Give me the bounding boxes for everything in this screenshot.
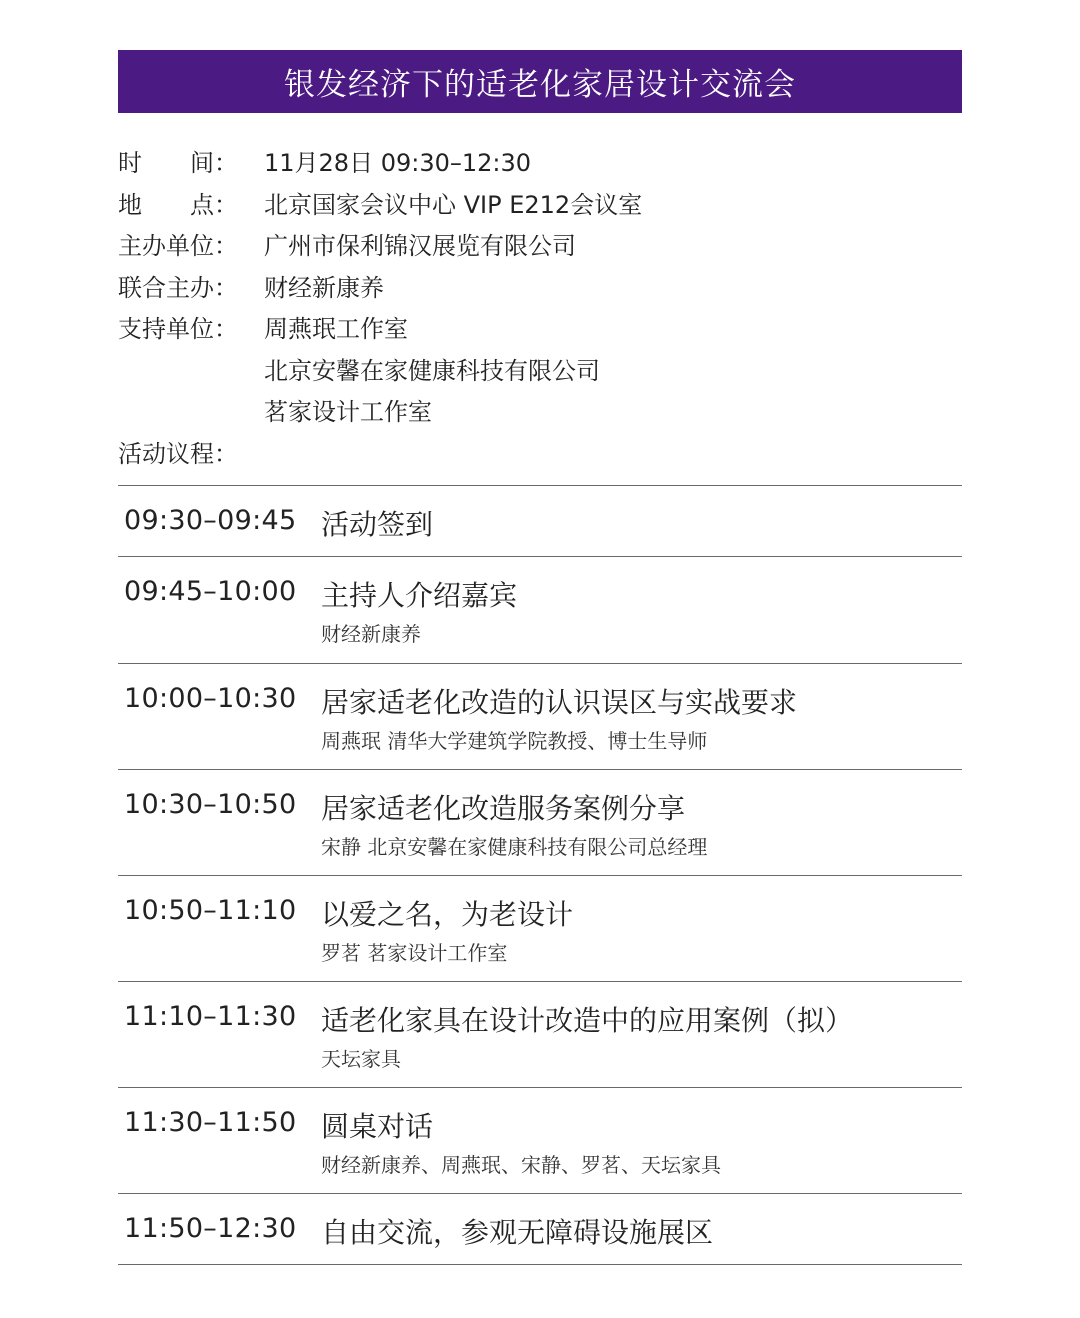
agenda-subtitle: 财经新康养 <box>321 622 421 646</box>
info-value: 北京国家会议中心 VIP E212会议室 <box>264 190 643 219</box>
info-label: 主办单位： <box>118 232 238 261</box>
info-value: 广州市保利锦汉展览有限公司 <box>264 232 576 261</box>
agenda-title: 自由交流，参观无障碍设施展区 <box>321 1216 714 1249</box>
info-label: 支持单位： <box>118 315 238 344</box>
agenda-row <box>118 556 962 663</box>
agenda-row <box>118 875 962 981</box>
info-row-agenda-heading <box>118 431 962 473</box>
info-label: 联合主办： <box>118 273 238 302</box>
agenda-title: 活动签到 <box>321 508 434 541</box>
info-label: 活动议程： <box>118 439 238 468</box>
info-value: 11月28日 09:30–12:30 <box>264 149 532 178</box>
info-label: 时 间： <box>118 149 238 178</box>
info-row-co-organizer <box>118 265 962 307</box>
agenda-subtitle: 宋静 北京安馨在家健康科技有限公司总经理 <box>321 835 708 859</box>
info-row-supporter <box>118 389 962 431</box>
info-row-time <box>118 140 962 182</box>
agenda-time: 09:45–10:00 <box>124 576 297 607</box>
agenda-row <box>118 485 962 556</box>
event-title-banner <box>118 50 962 113</box>
agenda-time: 11:10–11:30 <box>124 1001 297 1032</box>
info-row-organizer <box>118 223 962 265</box>
agenda-time: 10:30–10:50 <box>124 789 297 820</box>
agenda-title: 主持人介绍嘉宾 <box>321 579 518 612</box>
info-row-supporter <box>118 306 962 348</box>
agenda-row <box>118 981 962 1087</box>
info-row-location <box>118 182 962 224</box>
agenda-time: 10:50–11:10 <box>124 895 297 926</box>
info-value: 茗家设计工作室 <box>264 398 432 427</box>
agenda-time: 11:30–11:50 <box>124 1107 297 1138</box>
agenda-row <box>118 663 962 769</box>
info-row-supporter <box>118 348 962 390</box>
agenda-row <box>118 1087 962 1193</box>
info-value: 财经新康养 <box>264 273 384 302</box>
agenda-subtitle: 财经新康养、周燕珉、宋静、罗茗、天坛家具 <box>321 1153 721 1177</box>
info-value: 周燕珉工作室 <box>264 315 408 344</box>
agenda-time: 10:00–10:30 <box>124 683 297 714</box>
agenda-time: 09:30–09:45 <box>124 505 297 536</box>
agenda-title: 以爱之名，为老设计 <box>321 898 574 931</box>
agenda-title: 居家适老化改造的认识误区与实战要求 <box>321 686 798 719</box>
agenda-time: 11:50–12:30 <box>124 1213 297 1244</box>
agenda-subtitle: 天坛家具 <box>321 1047 401 1071</box>
info-value: 北京安馨在家健康科技有限公司 <box>264 356 600 385</box>
event-title: 银发经济下的适老化家居设计交流会 <box>284 67 796 103</box>
agenda-table <box>118 485 962 1265</box>
info-label: 地 点： <box>118 190 238 219</box>
agenda-subtitle: 周燕珉 清华大学建筑学院教授、博士生导师 <box>321 729 708 753</box>
agenda-row <box>118 769 962 875</box>
agenda-title: 居家适老化改造服务案例分享 <box>321 792 686 825</box>
agenda-title: 圆桌对话 <box>321 1110 434 1143</box>
agenda-title: 适老化家具在设计改造中的应用案例（拟） <box>321 1004 854 1037</box>
event-info <box>118 140 962 472</box>
agenda-row <box>118 1193 962 1265</box>
agenda-subtitle: 罗茗 茗家设计工作室 <box>321 941 508 965</box>
